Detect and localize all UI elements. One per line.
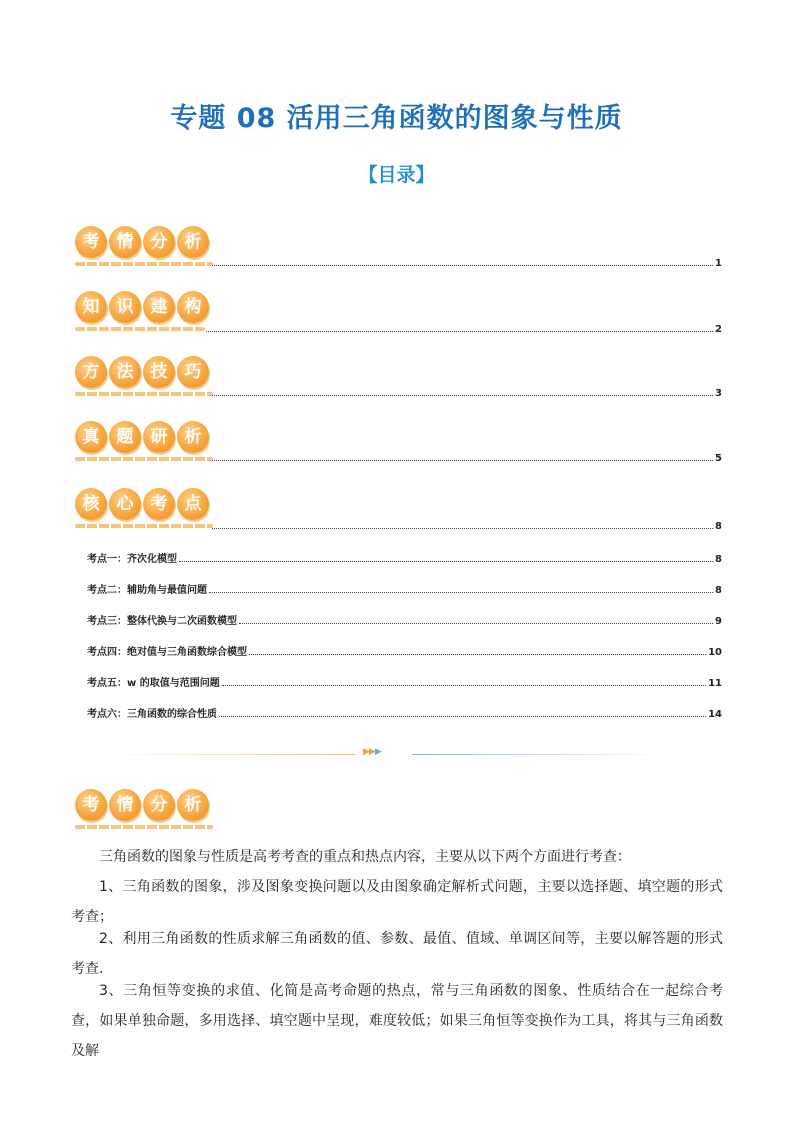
toc-kaodian-2[interactable]	[87, 581, 722, 596]
toc-label: 考点一：齐次化模型	[87, 554, 177, 565]
toc-leader	[212, 264, 713, 266]
toc-kaodian-1[interactable]	[87, 550, 722, 565]
toc-entry-zhenti[interactable]	[210, 453, 722, 464]
badge-char: 真	[75, 421, 107, 453]
toc-leader	[212, 459, 713, 461]
badge-char: 分	[143, 789, 175, 821]
toc-entry-fangfa[interactable]	[210, 388, 722, 399]
badge-char: 析	[177, 226, 209, 258]
badge-char: 方	[75, 356, 107, 388]
badge-char: 识	[109, 291, 141, 323]
toc-page-number: 14	[708, 709, 722, 720]
toc-page-number: 9	[715, 616, 722, 627]
toc-leader	[212, 527, 713, 529]
toc-entry-hexin[interactable]	[210, 521, 722, 532]
toc-label: 考点三：整体代换与二次函数模型	[87, 616, 237, 627]
toc-leader	[179, 560, 713, 562]
body-paragraph: 1、三角函数的图象，涉及图象变换问题以及由图象确定解析式问题，主要以选择题、填空题的形式考查；	[71, 879, 723, 925]
toc-leader	[209, 591, 713, 593]
body-paragraph: 2、利用三角函数的性质求解三角函数的值、参数、最值、值域、单调区间等，主要以解答题的形式考查.	[71, 931, 723, 977]
toc-leader	[222, 684, 706, 686]
badge-char: 点	[177, 488, 209, 520]
toc-page-number: 1	[715, 258, 722, 269]
toc-page-number: 5	[715, 453, 722, 464]
badge-char: 巧	[177, 356, 209, 388]
toc-leader	[219, 715, 706, 717]
toc-leader	[249, 653, 706, 655]
toc-entry-zhishi[interactable]	[204, 324, 722, 335]
toc-label: 考点二：辅助角与最值问题	[87, 585, 207, 596]
badge-char: 研	[143, 421, 175, 453]
toc-page-number: 10	[708, 647, 722, 658]
section-badge-zhishi	[75, 291, 211, 323]
body-paragraph: 3、三角恒等变换的求值、化简是高考命题的热点，常与三角函数的图象、性质结合在一起综合考查，如果单独命题，多用选择、填空题中呈现，难度较低；如果三角恒等变换作为工具，将其与三角函数及解	[71, 983, 723, 1059]
badge-underline	[75, 457, 213, 461]
toc-kaodian-3[interactable]	[87, 612, 722, 627]
toc-page-number: 3	[715, 388, 722, 399]
badge-underline	[75, 524, 213, 528]
toc-page-number: 8	[715, 521, 722, 532]
section-badge-kaoqing	[75, 226, 211, 258]
toc-label: 考点五：w 的取值与范围问题	[87, 678, 220, 689]
badge-underline	[75, 825, 213, 829]
divider-arrows-icon: ▶▶▶	[363, 747, 381, 757]
toc-label: 考点六：三角函数的综合性质	[87, 709, 217, 720]
divider-right	[412, 754, 667, 755]
toc-leader	[239, 622, 713, 624]
badge-char: 考	[75, 226, 107, 258]
toc-label: 考点四：绝对值与三角函数综合模型	[87, 647, 247, 658]
section-badge-kaoqing-body	[75, 789, 211, 821]
toc-page-number: 2	[715, 324, 722, 335]
body-paragraph: 三角函数的图象与性质是高考考查的重点和热点内容，主要从以下两个方面进行考查：	[99, 849, 631, 865]
toc-page-number: 11	[708, 678, 722, 689]
toc-leader	[212, 394, 713, 396]
badge-char: 技	[143, 356, 175, 388]
badge-underline	[75, 262, 213, 266]
badge-char: 建	[143, 291, 175, 323]
badge-char: 分	[143, 226, 175, 258]
divider-left	[106, 754, 356, 755]
badge-char: 考	[143, 488, 175, 520]
badge-char: 考	[75, 789, 107, 821]
toc-kaodian-6[interactable]	[87, 705, 722, 720]
section-badge-hexin	[75, 488, 211, 520]
badge-char: 析	[177, 789, 209, 821]
badge-char: 题	[109, 421, 141, 453]
toc-kaodian-4[interactable]	[87, 643, 722, 658]
badge-char: 情	[109, 226, 141, 258]
badge-char: 情	[109, 789, 141, 821]
toc-kaodian-5[interactable]	[87, 674, 722, 689]
badge-char: 析	[177, 421, 209, 453]
section-badge-fangfa	[75, 356, 211, 388]
toc-page-number: 8	[715, 585, 722, 596]
badge-char: 心	[109, 488, 141, 520]
toc-heading: 【目录】	[358, 164, 435, 186]
badge-char: 法	[109, 356, 141, 388]
badge-char: 核	[75, 488, 107, 520]
badge-char: 构	[177, 291, 209, 323]
toc-entry-kaoqing[interactable]	[210, 258, 722, 269]
badge-underline	[75, 327, 205, 331]
toc-page-number: 8	[715, 554, 722, 565]
section-badge-zhenti	[75, 421, 211, 453]
badge-underline	[75, 392, 213, 396]
toc-leader	[206, 330, 713, 332]
document-title: 专题 08 活用三角函数的图象与性质	[170, 103, 623, 134]
badge-char: 知	[75, 291, 107, 323]
